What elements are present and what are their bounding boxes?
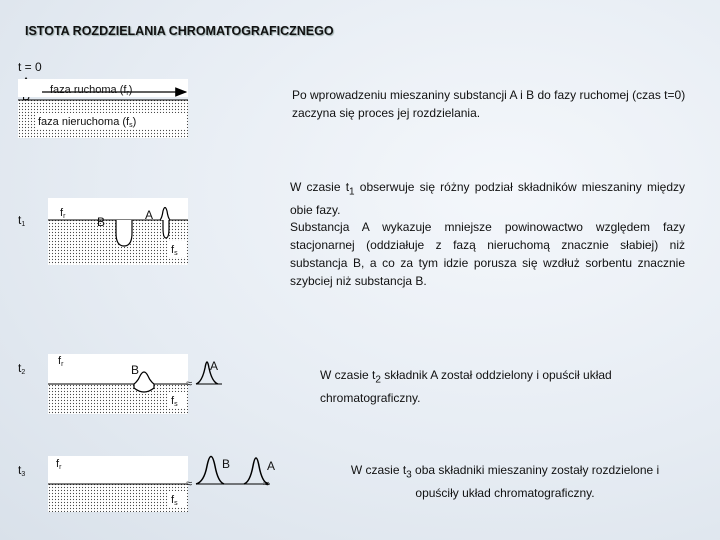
t2-mobile-phase-band xyxy=(48,354,188,384)
t1-fs-label: fs xyxy=(171,244,178,257)
t1-fr-label: fr xyxy=(60,207,66,220)
t3-substance-b: B xyxy=(222,457,231,471)
t2-substance-b: B xyxy=(131,363,140,377)
description-affinity: Substancja A wykazuje mniejsze powinowactwo względem fazy stacjonarnej (oddziałuje z fazą nieruchomą znacznie słabiej) niż substancja B, a co za tym idzie porusza się wzdłuż sorbentu znacznie szybciej niż substancja B. xyxy=(290,220,685,288)
description-t3: W czasie $t_3$ oba składniki mieszaniny zostały rozdzielone i opuściły układ chromatograficzny. xyxy=(350,463,660,501)
t0-stationary-phase-label: faza nieruchoma (fs) xyxy=(38,116,137,129)
t2-fr-label: fr xyxy=(58,355,64,368)
t1-peak-a-tail xyxy=(163,220,169,238)
t3-stationary-phase xyxy=(48,484,188,512)
t3-break-mark-2: ≈ xyxy=(263,478,270,490)
description-t2: W czasie $t_2$ składnik A został oddzielony i opuścił układ chromatograficzny. xyxy=(320,368,612,406)
t3-fs-label: fs xyxy=(171,494,178,507)
t1-peak-b xyxy=(116,220,132,246)
page-title: ISTOTA ROZDZIELANIA CHROMATOGRAFICZNEGO xyxy=(25,24,334,38)
description-t1: W czasie $t_1$ obserwuje się różny podział składników mieszaniny między obie fazy. xyxy=(290,180,686,218)
t1-label: t1 xyxy=(18,213,26,228)
t3-peak-a xyxy=(244,458,268,484)
t2-fs-label: fs xyxy=(171,395,178,408)
t1-substance-a: A xyxy=(145,208,154,222)
t2-label: t2 xyxy=(18,361,26,376)
t2-break-mark: ≈ xyxy=(186,378,193,390)
description-t0: Po wprowadzeniu mieszaniny substancji A i B do fazy ruchomej (czas t=0) zaczyna się proces jej rozdzielania. xyxy=(292,88,686,120)
t2-stationary-phase xyxy=(48,384,188,414)
t3-peak-b xyxy=(196,457,224,485)
t3-break-mark: ≈ xyxy=(186,478,193,490)
t3-mobile-phase-band xyxy=(48,456,188,484)
t3-label: t3 xyxy=(18,463,26,478)
t0-mobile-phase-label: faza ruchoma (fr) xyxy=(50,84,133,97)
t2-substance-a: A xyxy=(210,359,219,373)
t1-substance-b: B xyxy=(97,215,106,229)
t3-substance-a: A xyxy=(267,459,276,473)
t3-fr-label: fr xyxy=(56,458,62,471)
t0-label: t = 0 xyxy=(18,60,42,74)
